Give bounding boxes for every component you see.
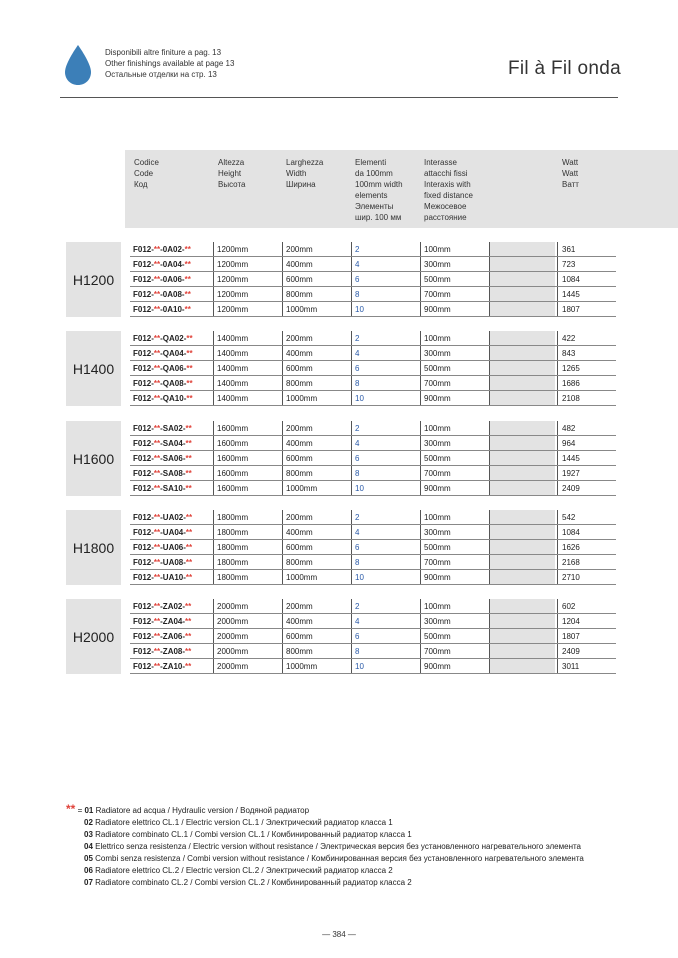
interaxis-value: 100mm bbox=[424, 602, 451, 611]
width-value: 600mm bbox=[286, 632, 313, 641]
watt-value: 1626 bbox=[562, 543, 580, 552]
watt-value: 602 bbox=[562, 602, 576, 611]
interaxis-value: 900mm bbox=[424, 394, 451, 403]
column-divider bbox=[351, 599, 352, 674]
interaxis-value: 500mm bbox=[424, 543, 451, 552]
column-divider bbox=[420, 331, 421, 406]
row-divider bbox=[130, 405, 616, 406]
width-value: 400mm bbox=[286, 528, 313, 537]
elements-value: 4 bbox=[355, 260, 360, 269]
column-divider bbox=[351, 421, 352, 496]
model-code: F012-**-UA04-** bbox=[133, 528, 193, 537]
elements-value: 10 bbox=[355, 394, 364, 403]
watt-value: 422 bbox=[562, 334, 576, 343]
model-code: F012-**-UA06-** bbox=[133, 543, 193, 552]
model-code: F012-**-ZA04-** bbox=[133, 617, 192, 626]
column-divider bbox=[351, 510, 352, 585]
height-value: 2000mm bbox=[217, 617, 249, 626]
row-divider bbox=[130, 613, 616, 614]
model-code: F012-**-0A08-** bbox=[133, 290, 191, 299]
elements-value: 6 bbox=[355, 454, 360, 463]
interaxis-value: 900mm bbox=[424, 484, 451, 493]
column-divider bbox=[213, 510, 214, 585]
model-code: F012-**-UA02-** bbox=[133, 513, 193, 522]
blank-column-cell bbox=[490, 510, 555, 585]
model-code: F012-**-0A10-** bbox=[133, 305, 191, 314]
brand-logo bbox=[508, 46, 621, 82]
interaxis-value: 900mm bbox=[424, 305, 451, 314]
elements-value: 10 bbox=[355, 573, 364, 582]
width-value: 800mm bbox=[286, 379, 313, 388]
interaxis-value: 100mm bbox=[424, 424, 451, 433]
row-divider bbox=[130, 435, 616, 436]
width-value: 400mm bbox=[286, 439, 313, 448]
header-height: Altezza Height Высота bbox=[218, 158, 246, 189]
column-divider bbox=[489, 242, 490, 317]
column-divider bbox=[420, 421, 421, 496]
column-divider bbox=[282, 599, 283, 674]
watt-value: 2108 bbox=[562, 394, 580, 403]
width-value: 200mm bbox=[286, 513, 313, 522]
group-label: H1400 bbox=[66, 331, 121, 406]
height-value: 1600mm bbox=[217, 454, 249, 463]
width-value: 400mm bbox=[286, 349, 313, 358]
watt-value: 1686 bbox=[562, 379, 580, 388]
column-divider bbox=[420, 599, 421, 674]
elements-value: 4 bbox=[355, 349, 360, 358]
watt-value: 1445 bbox=[562, 454, 580, 463]
model-code: F012-**-0A02-** bbox=[133, 245, 191, 254]
row-divider bbox=[130, 390, 616, 391]
interaxis-value: 500mm bbox=[424, 454, 451, 463]
column-divider bbox=[420, 510, 421, 585]
width-value: 1000mm bbox=[286, 573, 318, 582]
width-value: 200mm bbox=[286, 424, 313, 433]
watt-value: 3011 bbox=[562, 662, 580, 671]
watt-value: 723 bbox=[562, 260, 576, 269]
footnote-line-4: 04 Elettrico senza resistenza / Electric version without resistance / Электрическая версия без установленного нагревательного элемента bbox=[84, 842, 582, 851]
width-value: 1000mm bbox=[286, 662, 318, 671]
column-divider bbox=[557, 331, 558, 406]
watt-value: 542 bbox=[562, 513, 576, 522]
blank-column-cell bbox=[490, 242, 555, 317]
row-divider bbox=[130, 524, 616, 525]
watt-value: 1927 bbox=[562, 469, 580, 478]
height-value: 1800mm bbox=[217, 528, 249, 537]
watt-value: 482 bbox=[562, 424, 576, 433]
model-code: F012-**-SA04-** bbox=[133, 439, 192, 448]
elements-value: 8 bbox=[355, 469, 360, 478]
height-value: 1200mm bbox=[217, 275, 249, 284]
row-divider bbox=[130, 345, 616, 346]
column-divider bbox=[351, 242, 352, 317]
height-value: 1400mm bbox=[217, 364, 249, 373]
group-label: H1200 bbox=[66, 242, 121, 317]
width-value: 800mm bbox=[286, 290, 313, 299]
column-divider bbox=[557, 242, 558, 317]
model-code: F012-**-QA06-** bbox=[133, 364, 193, 373]
elements-value: 2 bbox=[355, 334, 360, 343]
height-value: 1400mm bbox=[217, 379, 249, 388]
width-value: 800mm bbox=[286, 647, 313, 656]
row-divider bbox=[130, 480, 616, 481]
height-value: 2000mm bbox=[217, 602, 249, 611]
header-code: Codice Code Код bbox=[134, 158, 159, 189]
row-divider bbox=[130, 628, 616, 629]
column-divider bbox=[489, 510, 490, 585]
footnote-line-1: ** = 01 Radiatore ad acqua / Hydraulic version / Водяной радиатор bbox=[66, 802, 310, 816]
row-divider bbox=[130, 286, 616, 287]
elements-value: 6 bbox=[355, 632, 360, 641]
width-value: 600mm bbox=[286, 364, 313, 373]
row-divider bbox=[130, 375, 616, 376]
height-value: 2000mm bbox=[217, 662, 249, 671]
footnote-line-3: 03 Radiatore combinato CL.1 / Combi version CL.1 / Комбинированный радиатор класса 1 bbox=[84, 830, 412, 839]
header-divider bbox=[60, 97, 618, 98]
interaxis-value: 500mm bbox=[424, 275, 451, 284]
interaxis-value: 900mm bbox=[424, 662, 451, 671]
height-value: 1200mm bbox=[217, 290, 249, 299]
width-value: 1000mm bbox=[286, 394, 318, 403]
height-value: 1600mm bbox=[217, 424, 249, 433]
column-divider bbox=[282, 331, 283, 406]
elements-value: 8 bbox=[355, 290, 360, 299]
height-value: 1600mm bbox=[217, 439, 249, 448]
interaxis-value: 100mm bbox=[424, 334, 451, 343]
watt-value: 2168 bbox=[562, 558, 580, 567]
notice-it: Disponibili altre finiture a pag. 13 bbox=[105, 48, 222, 57]
elements-value: 4 bbox=[355, 439, 360, 448]
elements-value: 6 bbox=[355, 275, 360, 284]
interaxis-value: 700mm bbox=[424, 469, 451, 478]
elements-value: 8 bbox=[355, 558, 360, 567]
elements-value: 2 bbox=[355, 513, 360, 522]
model-code: F012-**-QA02-** bbox=[133, 334, 193, 343]
interaxis-value: 700mm bbox=[424, 558, 451, 567]
elements-value: 4 bbox=[355, 617, 360, 626]
interaxis-value: 300mm bbox=[424, 617, 451, 626]
width-value: 200mm bbox=[286, 245, 313, 254]
height-value: 1400mm bbox=[217, 394, 249, 403]
footnote-line-6: 06 Radiatore elettrico CL.2 / Electric version CL.2 / Электрический радиатор класса 2 bbox=[84, 866, 393, 875]
height-value: 1400mm bbox=[217, 349, 249, 358]
height-value: 1400mm bbox=[217, 334, 249, 343]
width-value: 400mm bbox=[286, 617, 313, 626]
column-divider bbox=[282, 421, 283, 496]
group-label: H2000 bbox=[66, 599, 121, 674]
header-watt: Watt Watt Ватт bbox=[562, 158, 579, 189]
model-code: F012-**-ZA06-** bbox=[133, 632, 192, 641]
watt-value: 964 bbox=[562, 439, 576, 448]
footnote-line-2: 02 Radiatore elettrico CL.1 / Electric version CL.1 / Электрический радиатор класса 1 bbox=[84, 818, 393, 827]
footnote-line-5: 05 Combi senza resistenza / Combi version without resistance / Комбинированная версия без установленного нагревательного элемента bbox=[84, 854, 584, 863]
footnotes bbox=[66, 803, 584, 889]
row-divider bbox=[130, 584, 616, 585]
column-divider bbox=[557, 599, 558, 674]
column-divider bbox=[213, 421, 214, 496]
elements-value: 4 bbox=[355, 528, 360, 537]
interaxis-value: 700mm bbox=[424, 647, 451, 656]
watt-value: 2710 bbox=[562, 573, 580, 582]
watt-value: 361 bbox=[562, 245, 576, 254]
width-value: 600mm bbox=[286, 275, 313, 284]
model-code: F012-**-QA10-** bbox=[133, 394, 193, 403]
height-value: 1600mm bbox=[217, 469, 249, 478]
model-code: F012-**-ZA08-** bbox=[133, 647, 192, 656]
watt-value: 1084 bbox=[562, 528, 580, 537]
width-value: 200mm bbox=[286, 602, 313, 611]
watt-value: 1445 bbox=[562, 290, 580, 299]
height-value: 1200mm bbox=[217, 305, 249, 314]
row-divider bbox=[130, 673, 616, 674]
elements-value: 2 bbox=[355, 602, 360, 611]
interaxis-value: 700mm bbox=[424, 290, 451, 299]
width-value: 800mm bbox=[286, 558, 313, 567]
model-code: F012-**-ZA10-** bbox=[133, 662, 192, 671]
interaxis-value: 300mm bbox=[424, 349, 451, 358]
interaxis-value: 700mm bbox=[424, 379, 451, 388]
interaxis-value: 300mm bbox=[424, 260, 451, 269]
width-value: 400mm bbox=[286, 260, 313, 269]
watt-value: 2409 bbox=[562, 484, 580, 493]
header-elements: Elementi da 100mm 100mm width elements Элементы шир. 100 мм bbox=[355, 158, 403, 222]
water-drop-icon bbox=[62, 44, 94, 86]
row-divider bbox=[130, 271, 616, 272]
height-value: 1200mm bbox=[217, 245, 249, 254]
interaxis-value: 100mm bbox=[424, 513, 451, 522]
interaxis-value: 500mm bbox=[424, 364, 451, 373]
watt-value: 843 bbox=[562, 349, 576, 358]
model-code: F012-**-QA08-** bbox=[133, 379, 193, 388]
watt-value: 1204 bbox=[562, 617, 580, 626]
model-code: F012-**-SA02-** bbox=[133, 424, 192, 433]
height-value: 1800mm bbox=[217, 573, 249, 582]
column-divider bbox=[489, 599, 490, 674]
row-divider bbox=[130, 643, 616, 644]
elements-value: 6 bbox=[355, 543, 360, 552]
width-value: 600mm bbox=[286, 543, 313, 552]
row-divider bbox=[130, 450, 616, 451]
elements-value: 6 bbox=[355, 364, 360, 373]
height-value: 2000mm bbox=[217, 632, 249, 641]
blank-column-cell bbox=[490, 599, 555, 674]
finishings-notice bbox=[105, 47, 234, 80]
elements-value: 2 bbox=[355, 424, 360, 433]
watt-value: 1084 bbox=[562, 275, 580, 284]
column-divider bbox=[557, 510, 558, 585]
column-divider bbox=[489, 331, 490, 406]
footnote-line-7: 07 Radiatore combinato CL.2 / Combi version CL.2 / Комбинированный радиатор класса 2 bbox=[84, 878, 412, 887]
model-code: F012-**-SA10-** bbox=[133, 484, 192, 493]
column-divider bbox=[282, 242, 283, 317]
height-value: 2000mm bbox=[217, 647, 249, 656]
column-divider bbox=[489, 421, 490, 496]
elements-value: 8 bbox=[355, 379, 360, 388]
height-value: 1600mm bbox=[217, 484, 249, 493]
blank-column-cell bbox=[490, 331, 555, 406]
elements-value: 10 bbox=[355, 484, 364, 493]
row-divider bbox=[130, 316, 616, 317]
blank-column-cell bbox=[490, 421, 555, 496]
header-width: Larghezza Width Ширина bbox=[286, 158, 324, 189]
interaxis-value: 300mm bbox=[424, 528, 451, 537]
row-divider bbox=[130, 495, 616, 496]
elements-value: 2 bbox=[355, 245, 360, 254]
width-value: 200mm bbox=[286, 334, 313, 343]
row-divider bbox=[130, 569, 616, 570]
width-value: 800mm bbox=[286, 469, 313, 478]
model-code: F012-**-0A04-** bbox=[133, 260, 191, 269]
row-divider bbox=[130, 301, 616, 302]
elements-value: 10 bbox=[355, 305, 364, 314]
row-divider bbox=[130, 360, 616, 361]
row-divider bbox=[130, 539, 616, 540]
model-code: F012-**-SA08-** bbox=[133, 469, 192, 478]
row-divider bbox=[130, 465, 616, 466]
model-code: F012-**-QA04-** bbox=[133, 349, 193, 358]
row-divider bbox=[130, 554, 616, 555]
model-code: F012-**-ZA02-** bbox=[133, 602, 192, 611]
interaxis-value: 100mm bbox=[424, 245, 451, 254]
elements-value: 8 bbox=[355, 647, 360, 656]
row-divider bbox=[130, 256, 616, 257]
notice-ru: Остальные отделки на стр. 13 bbox=[105, 70, 217, 79]
notice-en: Other finishings available at page 13 bbox=[105, 59, 235, 68]
row-divider bbox=[130, 658, 616, 659]
model-code: F012-**-UA08-** bbox=[133, 558, 193, 567]
interaxis-value: 900mm bbox=[424, 573, 451, 582]
watt-value: 2409 bbox=[562, 647, 580, 656]
column-divider bbox=[351, 331, 352, 406]
group-label: H1600 bbox=[66, 421, 121, 496]
watt-value: 1807 bbox=[562, 632, 580, 641]
column-divider bbox=[420, 242, 421, 317]
elements-value: 10 bbox=[355, 662, 364, 671]
header-interaxis: Interasse attacchi fissi Interaxis with fixed distance Межосевое расстояние bbox=[424, 158, 473, 222]
group-label: H1800 bbox=[66, 510, 121, 585]
watt-value: 1265 bbox=[562, 364, 580, 373]
column-divider bbox=[213, 331, 214, 406]
width-value: 1000mm bbox=[286, 484, 318, 493]
interaxis-value: 500mm bbox=[424, 632, 451, 641]
height-value: 1800mm bbox=[217, 513, 249, 522]
interaxis-value: 300mm bbox=[424, 439, 451, 448]
brand-name: Fil à Fil onda bbox=[508, 58, 621, 79]
column-divider bbox=[213, 599, 214, 674]
page-number: — 384 — bbox=[322, 930, 356, 939]
height-value: 1800mm bbox=[217, 558, 249, 567]
height-value: 1800mm bbox=[217, 543, 249, 552]
watt-value: 1807 bbox=[562, 305, 580, 314]
model-code: F012-**-UA10-** bbox=[133, 573, 193, 582]
model-code: F012-**-SA06-** bbox=[133, 454, 192, 463]
model-code: F012-**-0A06-** bbox=[133, 275, 191, 284]
footnote-marker: ** bbox=[66, 802, 76, 816]
width-value: 600mm bbox=[286, 454, 313, 463]
width-value: 1000mm bbox=[286, 305, 318, 314]
column-divider bbox=[282, 510, 283, 585]
column-divider bbox=[213, 242, 214, 317]
column-divider bbox=[557, 421, 558, 496]
height-value: 1200mm bbox=[217, 260, 249, 269]
